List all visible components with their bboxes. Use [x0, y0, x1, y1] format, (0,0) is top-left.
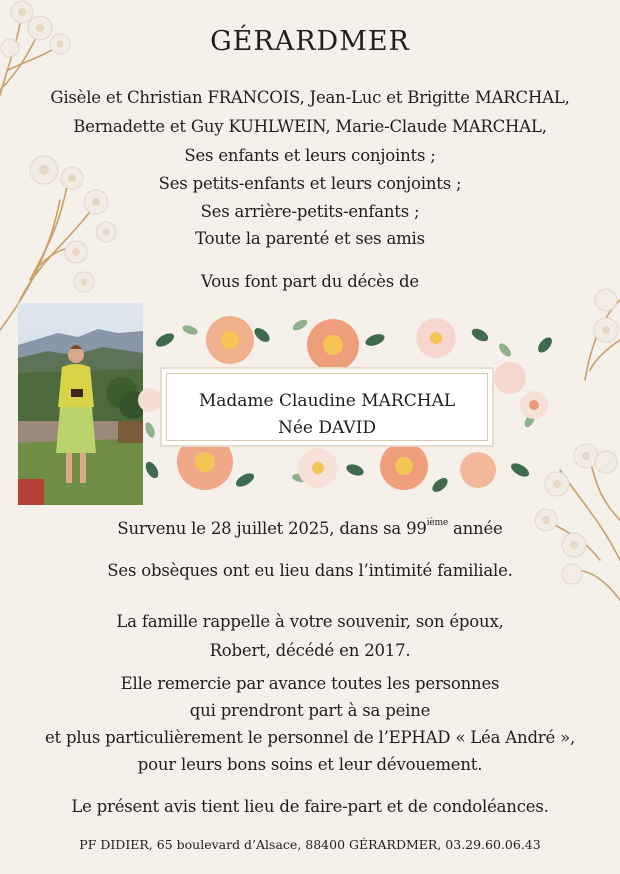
- thanks-line: qui prendront part à sa peine: [189, 701, 431, 720]
- family-line: Bernadette et Guy KUHLWEIN, Marie-Claude MARCHAL,: [73, 117, 547, 136]
- family-line: Ses arrière-petits-enfants ;: [200, 202, 420, 221]
- thanks-line: Elle remercie par avance toutes les personnes: [120, 674, 500, 693]
- death-info: [0, 518, 620, 538]
- remembrance-line: La famille rappelle à votre souvenir, son époux,: [116, 612, 504, 631]
- deceased-name-box: [160, 367, 494, 447]
- family-line: Ses enfants et leurs conjoints ;: [184, 146, 436, 165]
- announcement-text: Vous font part du décès de: [201, 272, 419, 291]
- death-info-suffix: année: [447, 519, 503, 538]
- family-line: Toute la parenté et ses amis: [195, 229, 425, 248]
- family-line: Gisèle et Christian FRANCOIS, Jean-Luc et Brigitte MARCHAL,: [50, 88, 570, 107]
- funeral-home-footer: PF DIDIER, 65 boulevard d’Alsace, 88400 GÉRARDMER, 03.29.60.06.43: [79, 837, 541, 852]
- death-info-superscript: ième: [426, 518, 448, 528]
- deceased-maiden-name: Née DAVID: [277, 418, 377, 438]
- death-info-prefix: Survenu le 28 juillet 2025, dans sa 99: [117, 519, 427, 538]
- remembrance-line: Robert, décédé en 2017.: [209, 641, 411, 660]
- thanks-line: et plus particulièrement le personnel de l’EPHAD « Léa André »,: [44, 728, 576, 747]
- thanks-line: pour leurs bons soins et leur dévouement.: [137, 755, 483, 774]
- deceased-name: Madame Claudine MARCHAL: [198, 391, 456, 411]
- funeral-text: Ses obsèques ont eu lieu dans l’intimité familiale.: [107, 561, 513, 580]
- notice-text: Le présent avis tient lieu de faire-part et de condoléances.: [71, 797, 549, 816]
- page-title: GÉRARDMER: [210, 26, 410, 57]
- family-line: Ses petits-enfants et leurs conjoints ;: [158, 174, 462, 193]
